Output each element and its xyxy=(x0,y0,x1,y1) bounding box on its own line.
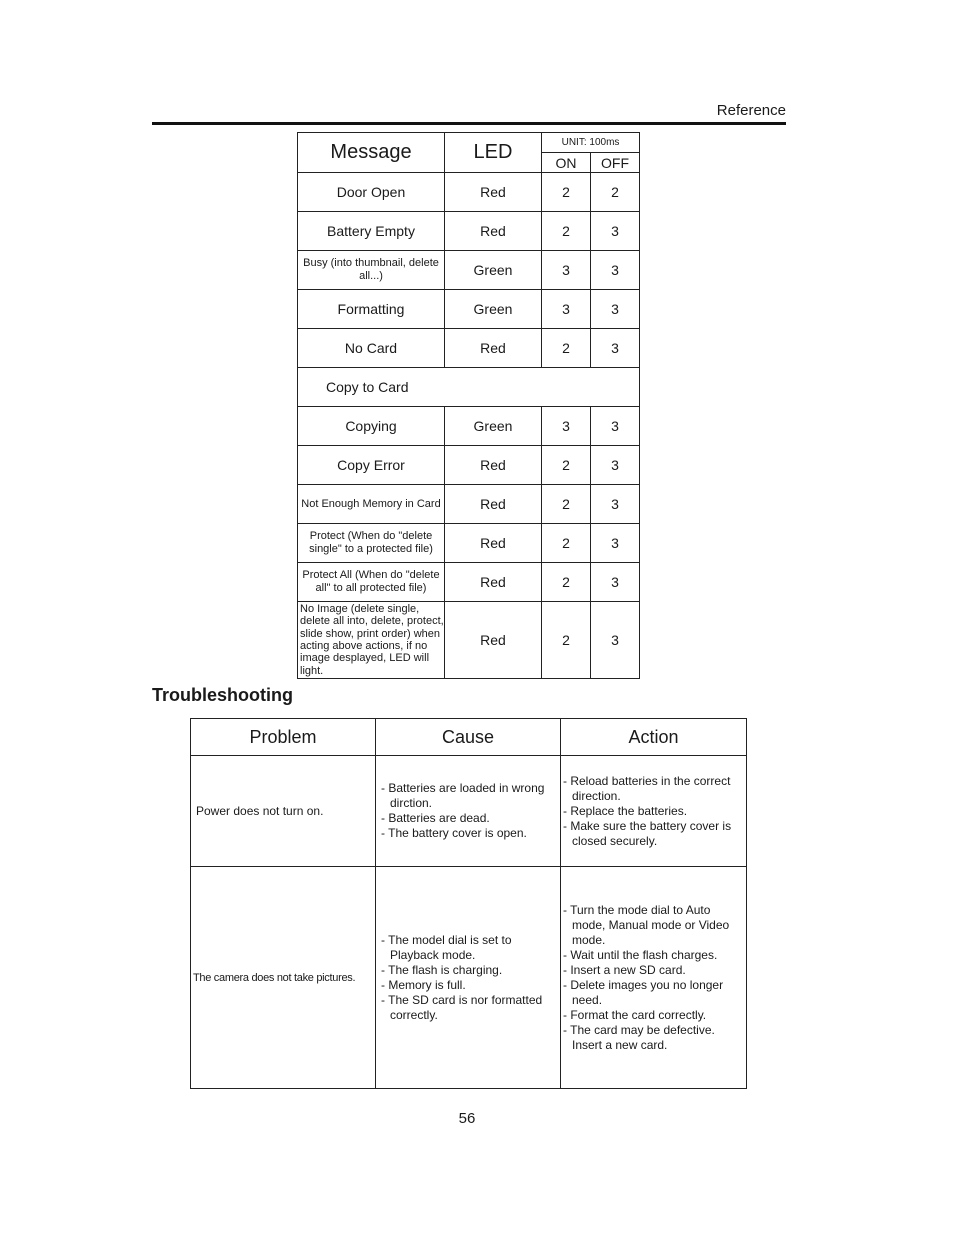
table-row xyxy=(191,867,747,1089)
table-row xyxy=(298,446,640,485)
off-value-cell: 3 xyxy=(591,563,640,602)
message-cell: Battery Empty xyxy=(298,212,445,251)
table-row xyxy=(298,173,640,212)
list-item: - Delete images you no longer need. xyxy=(563,977,724,1007)
table-row xyxy=(298,251,640,290)
troubleshooting-table xyxy=(190,718,747,1089)
message-cell: No Card xyxy=(298,329,445,368)
table-row xyxy=(298,485,640,524)
off-value-cell: 3 xyxy=(591,485,640,524)
action-cell xyxy=(561,756,747,867)
table-row xyxy=(298,563,640,602)
problem-cell: The camera does not take pictures. xyxy=(191,867,376,1089)
off-value-cell: 3 xyxy=(591,446,640,485)
message-cell: Protect (When do "delete single" to a protected file) xyxy=(298,524,445,563)
list-item: - Make sure the battery cover is closed securely. xyxy=(563,818,732,848)
led-color-cell: Red xyxy=(445,524,542,563)
on-value-cell: 2 xyxy=(542,173,591,212)
on-value-cell: 2 xyxy=(542,563,591,602)
column-header-problem: Problem xyxy=(191,719,376,756)
list-item: - The card may be defective. Insert a new card. xyxy=(563,1022,715,1052)
list-item: - Memory is full. xyxy=(381,977,466,992)
table-row xyxy=(298,212,640,251)
off-value-cell: 3 xyxy=(591,212,640,251)
list-item: - Replace the batteries. xyxy=(563,803,688,818)
column-header-message: Message xyxy=(298,133,445,173)
cause-list xyxy=(376,781,560,841)
off-value-cell: 3 xyxy=(591,524,640,563)
led-color-cell: Red xyxy=(445,446,542,485)
message-cell: Protect All (When do "delete all" to all protected file) xyxy=(298,563,445,602)
page-number: 56 xyxy=(458,1110,476,1127)
message-cell: No Image (delete single, delete all into, delete, protect, slide show, print order) when acting above actions, if no image desplayed, LED will light. xyxy=(298,602,445,679)
table-row xyxy=(298,290,640,329)
list-item: - Turn the mode dial to Auto mode, Manual mode or Video mode. xyxy=(563,902,730,947)
on-value-cell: 2 xyxy=(542,485,591,524)
led-color-cell: Red xyxy=(445,212,542,251)
cause-list xyxy=(376,933,560,1023)
led-color-cell: Red xyxy=(445,329,542,368)
table-row xyxy=(298,602,640,679)
off-value-cell: 3 xyxy=(591,407,640,446)
on-value-cell: 2 xyxy=(542,602,591,679)
led-color-cell: Red xyxy=(445,485,542,524)
off-value-cell: 3 xyxy=(591,329,640,368)
list-item: - Batteries are dead. xyxy=(381,811,490,825)
table-row xyxy=(298,368,640,407)
list-item: - The SD card is nor formatted correctly. xyxy=(381,992,543,1022)
message-cell: Door Open xyxy=(298,173,445,212)
action-cell xyxy=(561,867,747,1089)
section-header: Reference xyxy=(716,102,786,119)
list-item: - The battery cover is open. xyxy=(381,826,527,840)
list-item: - Batteries are loaded in wrong dirction. xyxy=(381,781,545,810)
on-value-cell: 3 xyxy=(542,407,591,446)
table-row xyxy=(298,524,640,563)
list-item: - Wait until the flash charges. xyxy=(563,947,718,962)
column-header-on: ON xyxy=(542,153,591,173)
led-color-cell: Green xyxy=(445,251,542,290)
action-list xyxy=(561,774,746,849)
column-header-cause: Cause xyxy=(376,719,561,756)
off-value-cell: 3 xyxy=(591,251,640,290)
led-color-cell: Green xyxy=(445,407,542,446)
off-value-cell: 3 xyxy=(591,290,640,329)
copy-to-card-group-label: Copy to Card xyxy=(298,368,640,407)
led-message-table xyxy=(297,132,640,679)
troubleshooting-heading: Troubleshooting xyxy=(152,685,293,705)
table-row xyxy=(298,329,640,368)
led-color-cell: Green xyxy=(445,290,542,329)
cause-cell xyxy=(376,756,561,867)
message-cell: Copy Error xyxy=(298,446,445,485)
led-color-cell: Red xyxy=(445,563,542,602)
message-cell: Not Enough Memory in Card xyxy=(298,485,445,524)
table-row xyxy=(191,756,747,867)
on-value-cell: 2 xyxy=(542,524,591,563)
off-value-cell: 2 xyxy=(591,173,640,212)
list-item: - The model dial is set to Playback mode. xyxy=(381,932,512,962)
problem-cell: Power does not turn on. xyxy=(191,756,376,867)
on-value-cell: 2 xyxy=(542,446,591,485)
list-item: - Format the card correctly. xyxy=(563,1007,707,1022)
column-header-led: LED xyxy=(445,133,542,173)
on-value-cell: 3 xyxy=(542,290,591,329)
cause-cell xyxy=(376,867,561,1089)
message-cell: Formatting xyxy=(298,290,445,329)
table-row xyxy=(298,407,640,446)
off-value-cell: 3 xyxy=(591,602,640,679)
led-color-cell: Red xyxy=(445,602,542,679)
on-value-cell: 2 xyxy=(542,212,591,251)
led-color-cell: Red xyxy=(445,173,542,212)
list-item: - Reload batteries in the correct direction. xyxy=(563,773,731,803)
header-rule xyxy=(152,122,786,125)
on-value-cell: 3 xyxy=(542,251,591,290)
column-header-action: Action xyxy=(561,719,747,756)
on-value-cell: 2 xyxy=(542,329,591,368)
message-cell: Busy (into thumbnail, delete all...) xyxy=(298,251,445,290)
message-cell: Copying xyxy=(298,407,445,446)
column-header-off: OFF xyxy=(591,153,640,173)
list-item: - Insert a new SD card. xyxy=(563,962,686,977)
unit-label: UNIT: 100ms xyxy=(542,133,640,153)
list-item: - The flash is charging. xyxy=(381,962,503,977)
action-list xyxy=(561,903,746,1053)
